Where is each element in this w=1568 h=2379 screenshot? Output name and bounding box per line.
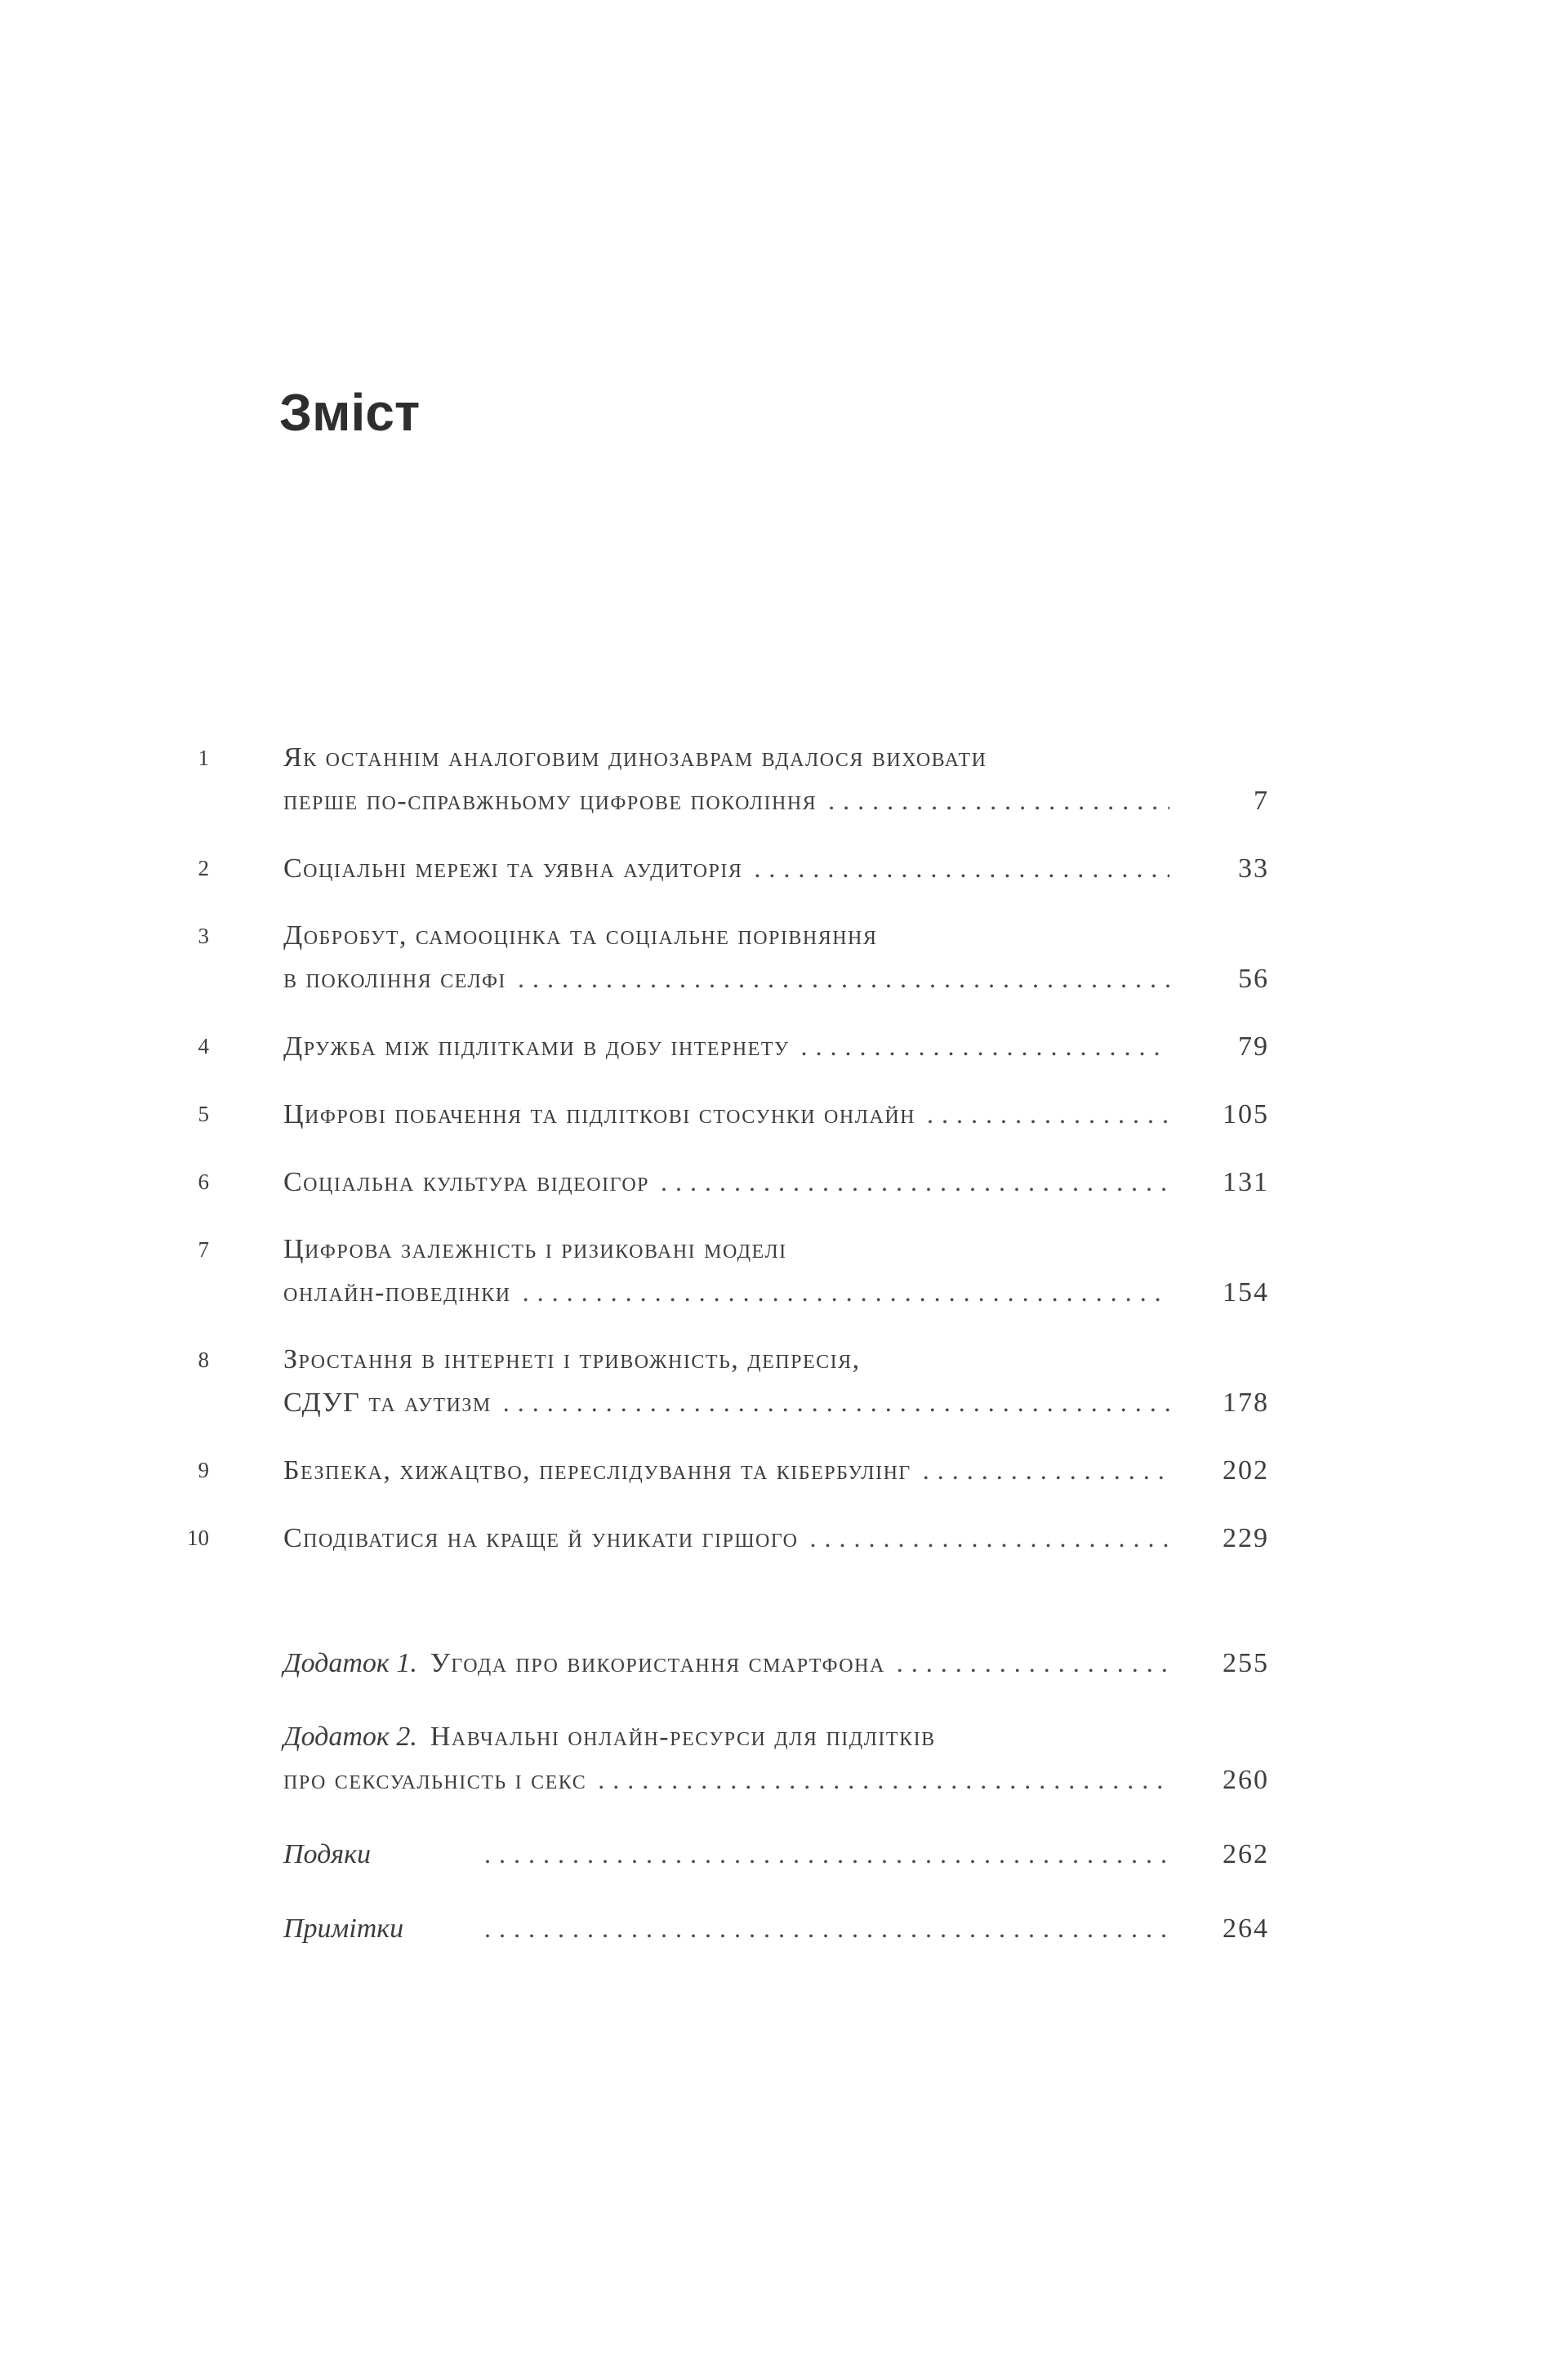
page-number: 105 xyxy=(1223,1099,1269,1129)
entry-body xyxy=(283,1449,1269,1492)
toc-line xyxy=(283,1517,1269,1560)
entry-body xyxy=(283,1642,1269,1685)
leader-dots xyxy=(809,1517,1169,1559)
chapter-number: 4 xyxy=(198,1034,209,1058)
toc-entry xyxy=(131,915,1269,1000)
leader-dots xyxy=(754,847,1169,889)
page-number: 154 xyxy=(1223,1277,1269,1308)
entry-body xyxy=(283,915,1269,1000)
leader-dots xyxy=(661,1161,1169,1203)
toc-entry xyxy=(131,1161,1269,1204)
entry-title: Зростання в інтернеті і тривожність, депресія, xyxy=(283,1344,861,1374)
chapter-number: 3 xyxy=(198,924,209,948)
toc-line xyxy=(283,1339,1269,1381)
entry-title: Соціальна культура відеоігор xyxy=(283,1167,650,1197)
leader-dots xyxy=(518,957,1169,1000)
page-number: 33 xyxy=(1238,853,1269,884)
back-matter-label: Подяки xyxy=(283,1839,372,1869)
toc-entry xyxy=(131,1449,1269,1492)
toc-line xyxy=(283,1381,1269,1424)
entry-body xyxy=(283,1093,1269,1136)
toc-line xyxy=(283,1025,1269,1068)
chapter-number: 5 xyxy=(198,1102,209,1126)
toc-entry xyxy=(131,1517,1269,1560)
entry-title: про сексуальність і секс xyxy=(283,1765,587,1795)
chapter-list xyxy=(131,737,1269,1560)
toc-line xyxy=(283,1642,1269,1685)
toc-line xyxy=(283,915,1269,957)
toc-line xyxy=(283,1161,1269,1204)
toc-line xyxy=(283,1271,1269,1314)
back-matter-label: Додаток 2. xyxy=(283,1722,417,1752)
table-of-contents xyxy=(131,737,1269,1981)
entry-body xyxy=(283,1161,1269,1204)
toc-line xyxy=(283,957,1269,1000)
entry-title: Угода про використання смартфона xyxy=(430,1648,885,1678)
toc-entry xyxy=(131,1339,1269,1424)
entry-title: Безпека, хижацтво, переслідування та кібербулінг xyxy=(283,1455,911,1486)
toc-entry xyxy=(131,1093,1269,1136)
page-number: 79 xyxy=(1238,1031,1269,1062)
toc-entry xyxy=(131,1833,1269,1876)
chapter-number: 1 xyxy=(198,746,209,770)
leader-dots xyxy=(801,1025,1170,1067)
entry-body xyxy=(283,737,1269,822)
chapter-number: 9 xyxy=(198,1458,209,1482)
leader-dots xyxy=(598,1758,1169,1801)
page-number: 264 xyxy=(1223,1913,1269,1944)
toc-entry xyxy=(131,1907,1269,1950)
entry-title: в покоління селфі xyxy=(283,964,506,994)
toc-line xyxy=(283,1716,1269,1758)
back-matter-label: Додаток 1. xyxy=(283,1648,417,1678)
page-number: 178 xyxy=(1223,1388,1269,1418)
page-number: 260 xyxy=(1223,1765,1269,1795)
entry-body xyxy=(283,1339,1269,1424)
toc-entry xyxy=(131,737,1269,822)
entry-title: Соціальні мережі та уявна аудиторія xyxy=(283,853,743,884)
leader-dots xyxy=(828,779,1169,822)
entry-title: Цифрова залежність і ризиковані моделі xyxy=(283,1234,787,1264)
entry-body xyxy=(283,1517,1269,1560)
entry-title: Добробут, самооцінка та соціальне порівняння xyxy=(283,920,878,951)
entry-body xyxy=(283,1716,1269,1802)
entry-body xyxy=(283,1025,1269,1068)
entry-body xyxy=(283,847,1269,890)
page-number: 131 xyxy=(1223,1167,1269,1197)
entry-title: Дружба між підлітками в добу інтернету xyxy=(283,1031,790,1062)
toc-entry xyxy=(131,1228,1269,1314)
chapter-number: 2 xyxy=(198,856,209,880)
chapter-number: 6 xyxy=(198,1169,209,1194)
back-matter-list xyxy=(131,1642,1269,1950)
leader-dots xyxy=(927,1093,1169,1135)
leader-dots xyxy=(897,1642,1169,1684)
entry-body xyxy=(283,1833,1269,1876)
toc-line xyxy=(283,1758,1269,1802)
toc-line xyxy=(283,1907,1269,1950)
toc-entry xyxy=(131,1642,1269,1685)
toc-line xyxy=(283,1228,1269,1271)
leader-dots xyxy=(923,1449,1169,1491)
toc-line xyxy=(283,1833,1269,1876)
page-number: 202 xyxy=(1223,1455,1269,1486)
page-number: 56 xyxy=(1238,964,1269,994)
toc-line xyxy=(283,847,1269,890)
chapter-number: 7 xyxy=(198,1237,209,1262)
entry-title: Навчальні онлайн-ресурси для підлітків xyxy=(430,1722,936,1752)
toc-line xyxy=(283,737,1269,779)
page-number: 7 xyxy=(1254,786,1269,816)
toc-line xyxy=(283,779,1269,822)
entry-title: Цифрові побачення та підліткові стосунки онлайн xyxy=(283,1099,915,1129)
toc-entry xyxy=(131,847,1269,890)
toc-entry xyxy=(131,1716,1269,1802)
back-matter-label: Примітки xyxy=(283,1913,404,1944)
page-number: 229 xyxy=(1223,1523,1269,1553)
chapter-number: 8 xyxy=(198,1348,209,1372)
page-number: 262 xyxy=(1223,1839,1269,1869)
leader-dots xyxy=(503,1381,1169,1423)
entry-body xyxy=(283,1907,1269,1950)
toc-line xyxy=(283,1449,1269,1492)
page-title: Зміст xyxy=(279,383,421,442)
page-number: 255 xyxy=(1223,1648,1269,1678)
chapter-number: 10 xyxy=(187,1526,209,1550)
entry-title: Як останнім аналоговим динозаврам вдалося виховати xyxy=(283,742,987,773)
entry-title: перше по-справжньому цифрове покоління xyxy=(283,786,817,816)
toc-entry xyxy=(131,1025,1269,1068)
toc-line xyxy=(283,1093,1269,1136)
leader-dots xyxy=(484,1907,1169,1949)
leader-dots xyxy=(484,1833,1169,1875)
leader-dots xyxy=(523,1271,1169,1313)
entry-title: Сподіватися на краще й уникати гіршого xyxy=(283,1523,799,1553)
entry-title: СДУГ та аутизм xyxy=(283,1388,492,1418)
entry-title: онлайн-поведінки xyxy=(283,1277,511,1308)
entry-body xyxy=(283,1228,1269,1314)
